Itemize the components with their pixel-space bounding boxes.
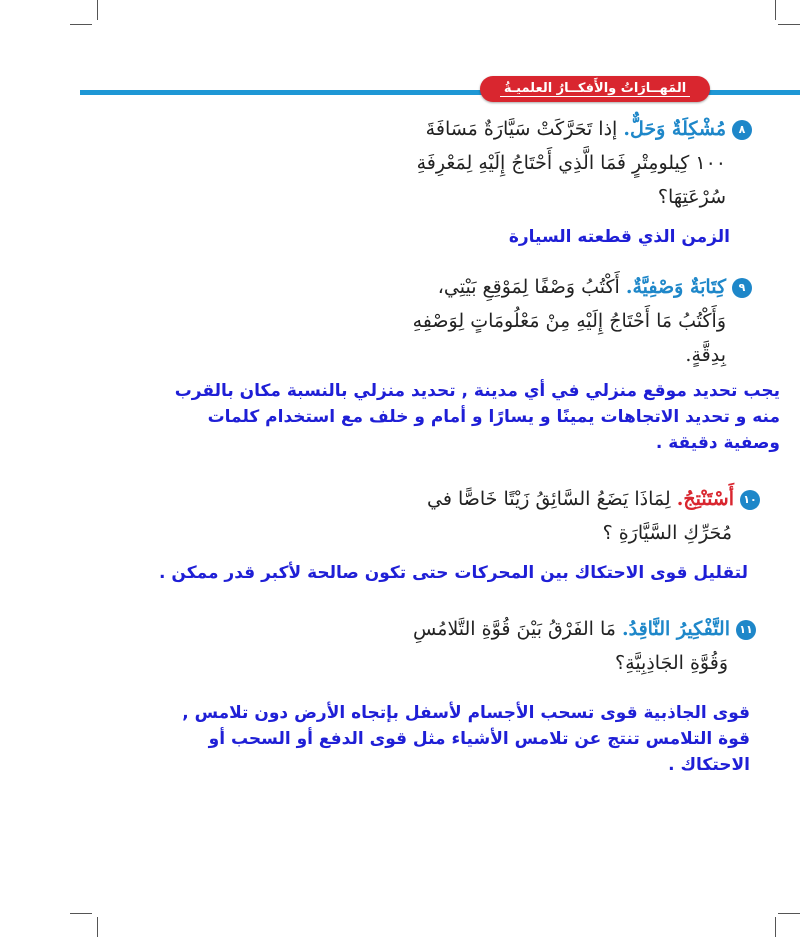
- question-text: بِدِقَّةٍ.: [685, 344, 726, 366]
- question-line: [417, 180, 726, 214]
- question-number-badge: ١١: [736, 620, 756, 640]
- question-line: [413, 270, 752, 304]
- crop-mark: [778, 913, 800, 914]
- answer-text: قوى الجاذبية قوى تسحب الأجسام لأسفل بإتجاه الأرض دون تلامس ,: [182, 703, 750, 723]
- answer-text: لتقليل قوى الاحتكاك بين المحركات حتى تكون صالحة لأكبر قدر ممكن .: [159, 563, 748, 583]
- crop-mark: [97, 0, 98, 20]
- answer-9: [175, 378, 780, 456]
- question-line: [417, 112, 752, 146]
- question-number-badge: ٩: [732, 278, 752, 298]
- crop-mark: [775, 917, 776, 937]
- answer-text: منه و تحديد الاتجاهات يمينًا و يسارًا و أمام و خلف مع استخدام كلمات: [207, 407, 780, 427]
- question-number-badge: ١٠: [740, 490, 760, 510]
- question-text: ١٠٠ كِيلومِتْرٍ فَمَا الَّذِي أَحْتَاجُ إِلَيْهِ لِمَعْرِفَةِ: [416, 152, 726, 174]
- question-line: [413, 646, 728, 680]
- crop-mark: [70, 913, 92, 914]
- question-line: [413, 304, 726, 338]
- question-9: [413, 270, 752, 372]
- question-11: [413, 612, 756, 680]
- question-text: لِمَاذَا يَضَعُ السَّائِقُ زَيْتًا خَاصًّا في: [426, 488, 671, 510]
- crop-mark: [775, 0, 776, 20]
- question-text: سُرْعَتِهَا؟: [657, 186, 726, 208]
- answer-text: الزمن الذي قطعته السيارة: [508, 227, 730, 247]
- question-line: [427, 516, 732, 550]
- question-10: [427, 482, 760, 550]
- answer-8: [509, 224, 730, 250]
- question-number-badge: ٨: [732, 120, 752, 140]
- question-keyword: مُشْكِلَةٌ وَحَلٌّ.: [623, 118, 726, 140]
- crop-mark: [778, 24, 800, 25]
- question-line: [417, 146, 726, 180]
- answer-text: قوة التلامس تنتج عن تلامس الأشياء مثل قوى الدفع أو السحب أو: [208, 729, 750, 749]
- answer-text: يجب تحديد موقع منزلي في أي مدينة , تحديد منزلي بالنسبة مكان بالقرب: [174, 381, 780, 401]
- question-8: [417, 112, 752, 214]
- question-text: وَأَكْتُبُ مَا أَحْتَاجُ إِلَيْهِ مِنْ مَعْلُومَاتٍ لِوَصْفِهِ: [412, 310, 726, 332]
- question-keyword: التَّفْكِيرُ النَّاقِدُ.: [622, 618, 730, 640]
- crop-mark: [97, 917, 98, 937]
- question-text: أَكْتُبُ وَصْفًا لِمَوْقِعِ بَيْتِي،: [437, 276, 620, 298]
- answer-text: وصفية دقيقة .: [655, 433, 780, 453]
- question-keyword: كِتَابَةٌ وَصْفِيَّةٌ.: [625, 276, 726, 298]
- crop-mark: [70, 24, 92, 25]
- question-text: مُحَرِّكِ السَّيَّارَةِ ؟: [602, 522, 732, 544]
- question-text: مَا الفَرْقُ بَيْنَ قُوَّةِ التَّلامُسِ: [413, 618, 616, 640]
- question-line: [413, 338, 726, 372]
- section-title: المَهــارَاتُ والأَفكــارُ العلميـةُ: [500, 81, 690, 97]
- question-line: [413, 612, 756, 646]
- question-text: وَقُوَّةِ الجَاذِبِيَّةِ؟: [615, 652, 728, 674]
- answer-10: [159, 560, 748, 586]
- question-line: [427, 482, 760, 516]
- section-header-tab: [480, 76, 710, 102]
- question-text: إذا تَحَرَّكَتْ سَيَّارَةٌ مَسَافَةَ: [425, 118, 618, 140]
- answer-text: الاحتكاك .: [668, 755, 750, 775]
- question-keyword: أَسْتَنْتِجُ.: [676, 488, 734, 510]
- answer-11: [182, 700, 750, 778]
